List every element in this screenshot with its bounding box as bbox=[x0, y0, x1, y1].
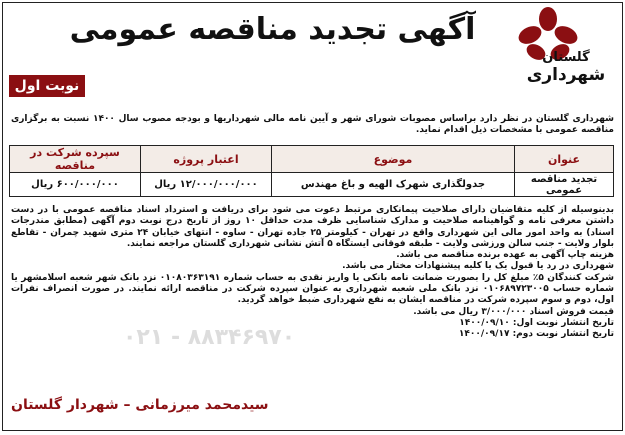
cell-title: تجدید مناقصه عمومی bbox=[515, 173, 614, 197]
edition-badge: نوبت اول bbox=[9, 75, 85, 97]
municipality-logo bbox=[488, 7, 616, 111]
column-budget: اعتبار پروژه bbox=[141, 146, 272, 173]
logo-line2: شهرداری bbox=[526, 65, 606, 85]
body-document-price: قیمت فروش اسناد ۳/۰۰۰/۰۰۰ ریال می باشد. bbox=[413, 306, 614, 317]
column-deposit: سپرده شرکت در مناقصه bbox=[10, 146, 141, 173]
cell-deposit: ۶۰۰/۰۰۰/۰۰۰ ریال bbox=[10, 173, 141, 197]
column-subject: موضوع bbox=[272, 146, 515, 173]
body-first-date: تاریخ انتشار نوبت اول: ۱۴۰۰/۰۹/۱۰ bbox=[459, 317, 614, 328]
tender-table bbox=[9, 145, 614, 197]
body-guarantee: شرکت کنندگان ۵٪ مبلغ کل را بصورت ضمانت نامه بانکی یا واریز نقدی به حساب شماره ۰۱۰۸۰۳۶۳۱۹۱ نزد بانک شهر شعبه اسلامشهر یا شماره حساب ۰۱۰۶۸۹۷۲۳۰۰۵ نزد بانک ملی شعبه شهرداری به عنوان سپرده شرکت در مناقصه ارائه نمایند. در صورت انصراف نفرات اول، دوم و سوم سپرده شرکت در مناقصه ایشان به نفع شهرداری ضبط خواهد گردید. bbox=[11, 272, 614, 306]
cell-budget: ۱۲/۰۰۰/۰۰۰/۰۰۰ ریال bbox=[141, 173, 272, 197]
body-ad-cost: هزینه چاپ آگهی به عهده برنده مناقصه می باشد. bbox=[396, 250, 614, 261]
page-title: آگهی تجدید مناقصه عمومی bbox=[69, 12, 476, 47]
logo-text bbox=[516, 51, 616, 85]
column-title: عنوان bbox=[515, 146, 614, 173]
advertisement-page bbox=[2, 2, 623, 431]
table-header-row bbox=[10, 146, 614, 173]
body-second-date: تاریخ انتشار نوبت دوم: ۱۴۰۰/۰۹/۱۷ bbox=[458, 329, 614, 340]
cell-subject: جدولگذاری شهرک الهیه و باغ مهندس bbox=[272, 173, 515, 197]
signature: سیدمحمد میرزمانی – شهردار گلستان bbox=[11, 397, 269, 413]
body-rights: شهرداری در رد یا قبول یک یا کلیه پیشنهادات مختار می باشد. bbox=[342, 261, 614, 272]
table-row bbox=[10, 173, 614, 197]
body-invitation: بدینوسیله از کلیه متقاضیان دارای صلاحیت پیمانکاری مرتبط دعوت می شود برای دریافت و استرداد اسناد مناقصه عمومی با در دست داشتن معرفی نامه و گواهینامه صلاحیت و مدارک شناسایی ظرف مدت حداقل ۱۰ روز از تاریخ درج نوبت دوم آگهی (مطابق مندرجات اسناد) به واحد امور مالی این شهرداری واقع در تهران - کیلومتر ۲۵ جاده تهران - ساوه - انتهای خیابان ۲۴ متری شهید چمران - تقاطع بلوار ولایت - جنب سالن ورزشی ولایت - طبقه فوقانی ایستگاه ۵ آتش نشانی شهرداری گلستان مراجعه نمایند. bbox=[11, 205, 614, 249]
body-text bbox=[11, 205, 614, 341]
intro-paragraph: شهرداری گلستان در نظر دارد براساس مصوبات شورای شهر و آیین نامه مالی شهرداریها و بودجه مصوب سال ۱۴۰۰ نسبت به برگزاری مناقصه عمومی با مشخصات ذیل اقدام نماید. bbox=[11, 114, 614, 136]
logo-line1: گلستان bbox=[542, 50, 590, 65]
watermark-phone: ۰۲۱ - ۸۸۳۴۶۹۷۰ bbox=[123, 325, 296, 350]
